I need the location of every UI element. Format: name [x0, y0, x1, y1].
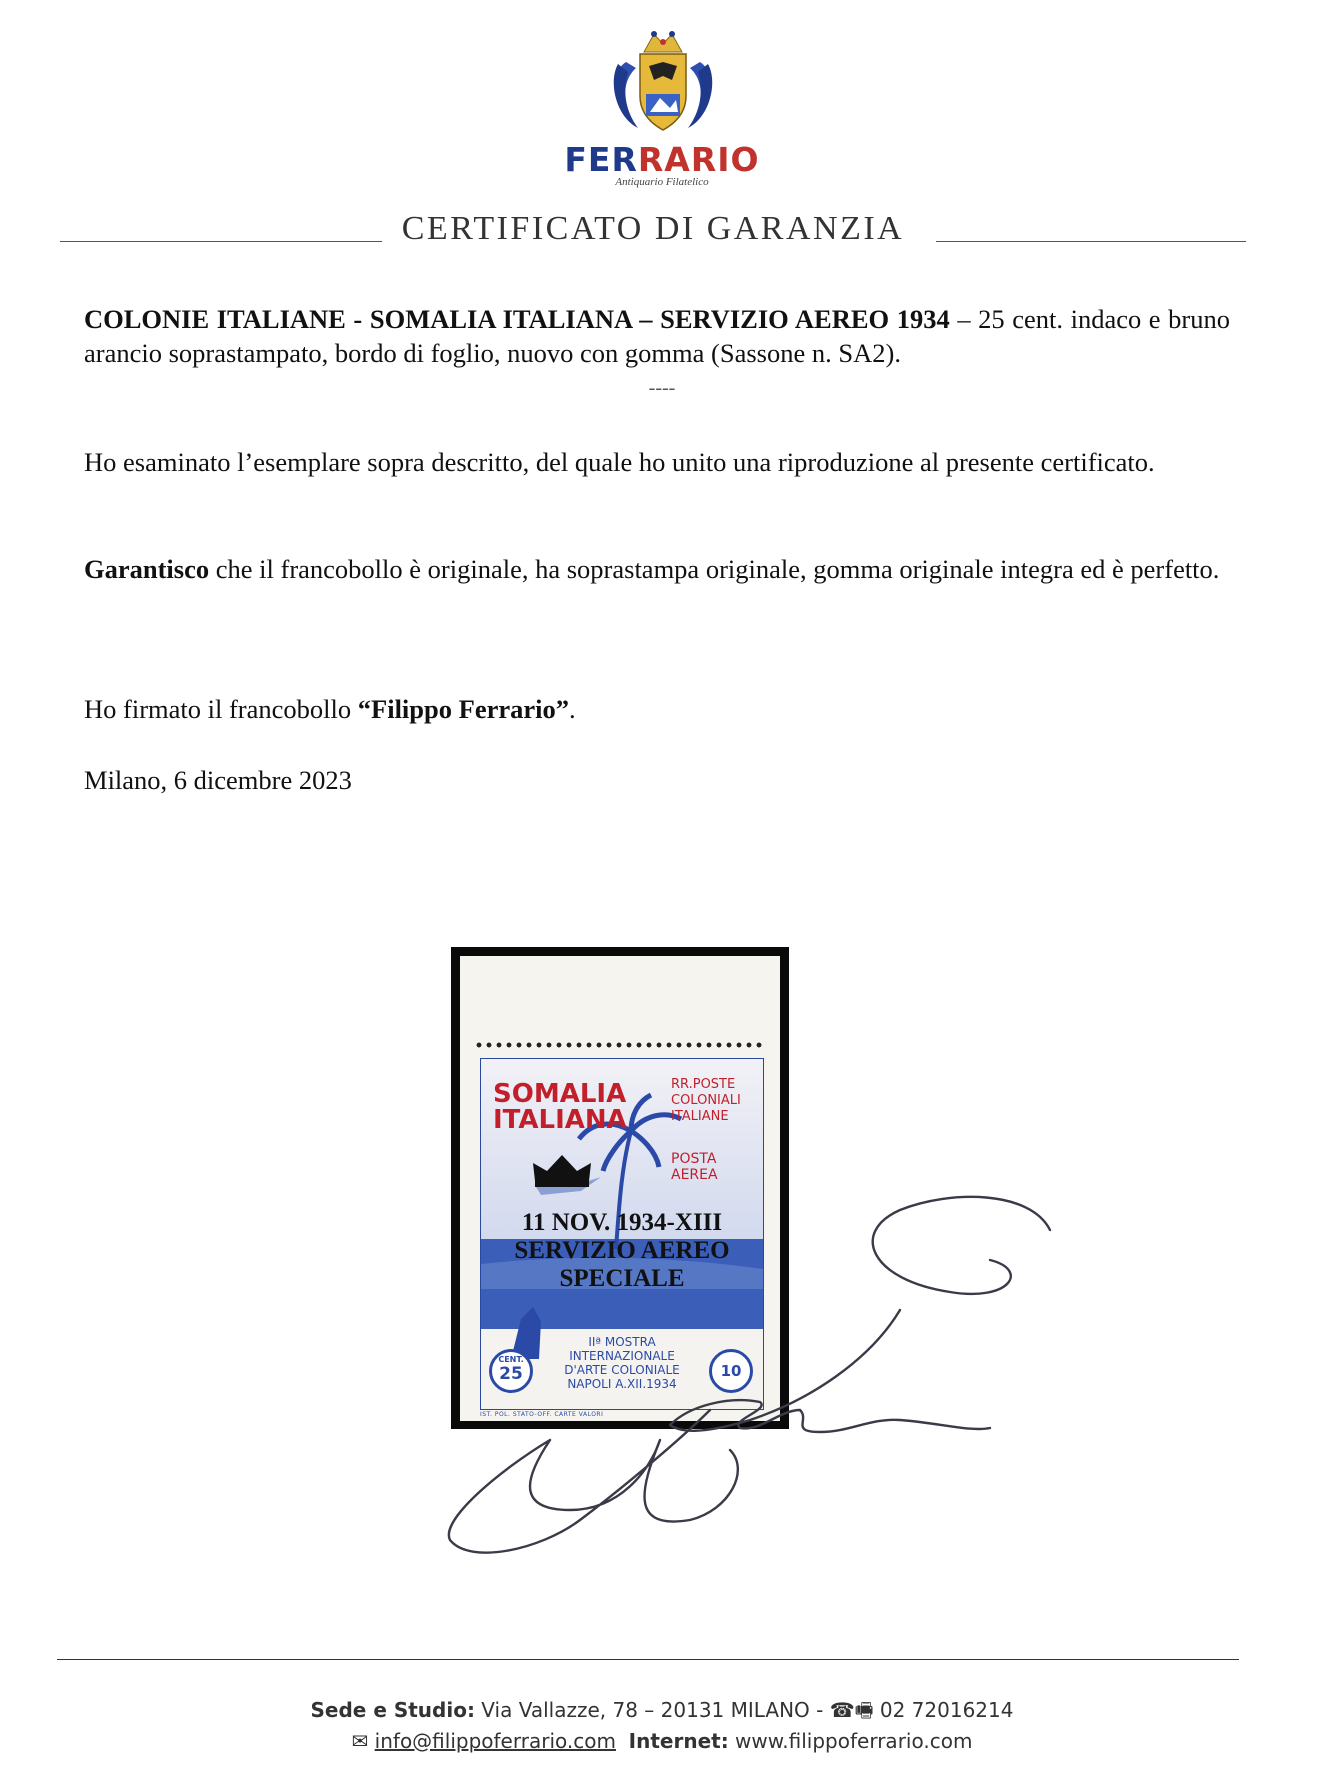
description-heading: COLONIE ITALIANE - SOMALIA ITALIANA – SERVIZIO AEREO 1934 — [84, 304, 950, 334]
guarantee-rest: che il francobollo è originale, ha soprastampa originale, gomma originale integra ed è perfetto. — [209, 554, 1220, 584]
stamp-description — [84, 302, 1230, 370]
guarantee-paragraph — [84, 552, 1230, 586]
footer-rule — [57, 1659, 1239, 1660]
stamp-imprint: IST. POL. STATO-OFF. CARTE VALORI — [480, 1411, 604, 1418]
phone-number: 02 72016214 — [873, 1698, 1014, 1722]
sede-label: Sede e Studio: — [310, 1698, 475, 1722]
stamp-exhibition-line3: D'ARTE COLONIALE — [564, 1363, 680, 1377]
place-date: Milano, 6 dicembre 2023 — [84, 765, 352, 795]
separator: ---- — [648, 377, 676, 399]
overprint-line1: 11 NOV. 1934-XIII — [521, 1209, 723, 1236]
email-link[interactable]: info@filippoferrario.com — [374, 1729, 616, 1753]
brand-name — [0, 140, 1324, 179]
brand-name-part1: FER — [564, 140, 638, 179]
stamp-country-line1: SOMALIA — [493, 1079, 627, 1109]
address: Via Vallazze, 78 – 20131 MILANO - — [474, 1698, 830, 1722]
signed-suffix: . — [569, 694, 576, 724]
brand-tagline: Antiquario Filatelico — [615, 176, 709, 188]
stamp-exhibition-line4: NAPOLI A.XII.1934 — [567, 1377, 677, 1391]
stamp-postal-line3: ITALIANE — [671, 1109, 729, 1124]
signed-name: “Filippo Ferrario” — [357, 694, 569, 724]
brand-name-part2: RARIO — [637, 140, 760, 179]
footer-contacts — [0, 1729, 1324, 1753]
description-rest: – 25 cent. indaco e bruno arancio soprastampato, bordo di foglio, nuovo con gomma (Sassone n. SA2). — [84, 304, 1230, 368]
stamp-exhibition-line2: INTERNAZIONALE — [569, 1349, 675, 1363]
title-right-rule — [936, 241, 1246, 242]
handwritten-signature — [430, 1170, 1070, 1570]
internet-label: Internet: — [628, 1729, 729, 1753]
guarantee-bold: Garantisco — [84, 554, 210, 584]
certificate-title-row — [60, 210, 1246, 254]
perforation — [474, 1041, 766, 1049]
stamp-posta-line1: POSTA — [671, 1151, 717, 1167]
stamp-posta-line2: AEREA — [671, 1167, 718, 1183]
stamp-postal-line1: RR.POSTE — [671, 1077, 736, 1092]
envelope-icon: ✉ — [351, 1729, 369, 1753]
footer-address — [0, 1696, 1324, 1730]
overprint-line2: SERVIZIO AEREO — [514, 1237, 730, 1264]
stamp-country-line2: ITALIANA — [493, 1105, 627, 1135]
stamp-cent-label: CENT. — [498, 1355, 524, 1364]
website-link[interactable]: www.filippoferrario.com — [728, 1729, 973, 1753]
phone-fax-icon: ☎🖷 — [829, 1698, 874, 1722]
stamp-value-secondary: 10 — [720, 1362, 742, 1380]
stamp-exhibition-line1: IIª MOSTRA — [588, 1335, 656, 1349]
coat-of-arms-logo — [604, 22, 722, 140]
signed-paragraph — [84, 692, 1230, 726]
signed-prefix: Ho firmato il francobollo — [84, 694, 358, 724]
examined-paragraph: Ho esaminato l’esemplare sopra descritto, del quale ho unito una riproduzione al presente certificato. — [84, 447, 1155, 477]
stamp-postal-line2: COLONIALI — [671, 1093, 741, 1108]
stamp-value: 25 — [499, 1364, 523, 1384]
overprint-line3: SPECIALE — [559, 1265, 685, 1292]
certificate-title: CERTIFICATO DI GARANZIA — [401, 210, 905, 247]
